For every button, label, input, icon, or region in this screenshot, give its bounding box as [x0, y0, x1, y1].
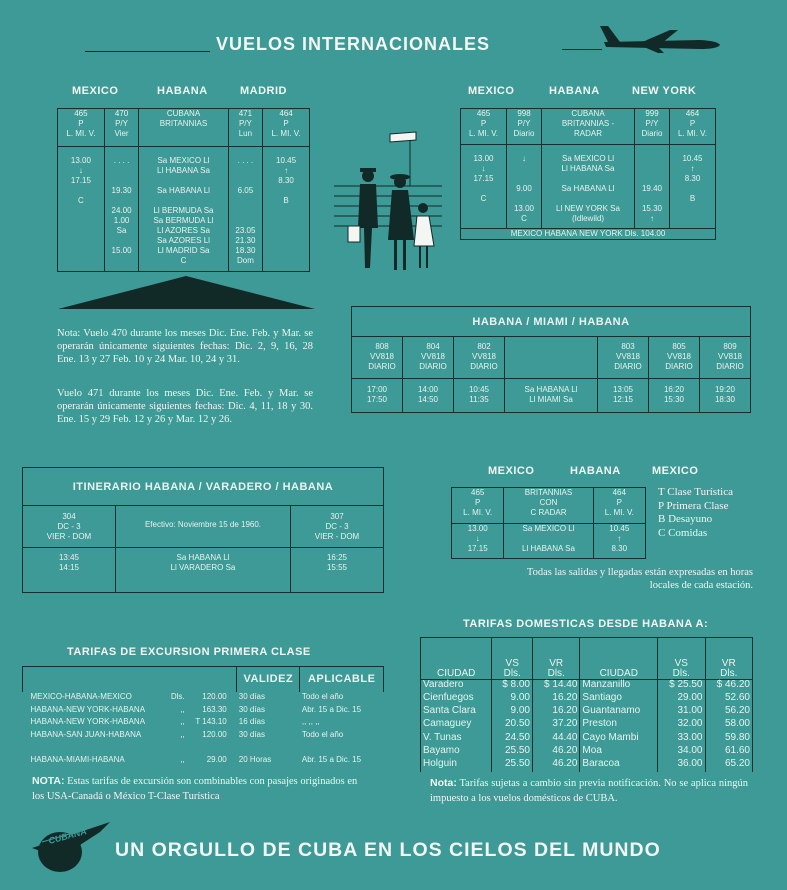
excursion-cell-val: 30 días	[238, 729, 265, 739]
legend-item: B Desayuno	[658, 513, 713, 525]
miami-head-808: 808 VV818 DIARIO	[352, 337, 403, 379]
mh-col-route: Sa MEXICO Ll Ll HABANA Sa	[504, 524, 593, 559]
note-vuelo-471: Vuelo 471 durante los meses Dic. Ene. Feb. y Mar. se operarán únicamente siguientes fechas: Dic. 4, 11, 18 y 30. Ene. 15 y 29 Feb. 12 y 26 y Mar. 12 y 26.	[57, 388, 313, 425]
t2-head-998: 998 P/Y Diario	[507, 109, 542, 145]
miami-time-803: 13:05 12:15	[598, 379, 649, 413]
excursion-row	[23, 705, 384, 718]
miami-time-802: 10:45 11:35	[454, 379, 505, 413]
excursion-row	[23, 717, 384, 730]
domestic-note	[430, 776, 748, 806]
excursion-title: TARIFAS DE EXCURSION PRIMERA CLASE	[67, 646, 311, 658]
t2-col-465: 13.00 ↓ 17.15 C	[461, 145, 507, 229]
t1-head-464: 464 P L. MI. V.	[263, 109, 310, 147]
domestic-fare: 9.00	[492, 706, 533, 719]
varadero-head-307: 307 DC - 3 VIER - DOM	[291, 506, 384, 548]
main-title: VUELOS INTERNACIONALES	[216, 34, 491, 54]
domestic-fare: 16.20	[533, 693, 580, 706]
mh-city-mexico: MEXICO	[488, 465, 535, 477]
airplane-icon	[600, 20, 722, 54]
domestic-fare: 25.50	[492, 746, 533, 759]
domestic-head: VS Dls.	[658, 638, 705, 680]
domestic-fare: $ 8.00	[492, 679, 533, 693]
t2-col-route: Sa MEXICO Ll Ll HABANA Sa Sa HABANA Ll Ll NEW YORK Sa (Idlewild)	[541, 145, 634, 229]
excursion-cell-price: 29.00	[206, 755, 227, 765]
t2-city-newyork: NEW YORK	[632, 85, 697, 97]
domestic-fare: 44.40	[533, 733, 580, 746]
domestic-head: VS Dls.	[492, 638, 533, 680]
excursion-cell-app: Abr. 15 a Dic. 15	[301, 704, 362, 714]
miami-time-808: 17:00 17:50	[352, 379, 403, 413]
domestic-city: V. Tunas	[421, 733, 492, 746]
miami-time-804: 14:00 14:50	[403, 379, 454, 413]
varadero-route: Sa HABANA Ll Ll VARADERO Sa	[116, 548, 291, 593]
t2-head-999: 999 P/Y Diario	[635, 109, 670, 145]
varadero-title: ITINERARIO HABANA / VARADERO / HABANA	[23, 468, 384, 506]
domestic-fare: $ 14.40	[533, 679, 580, 693]
t1-city-madrid: MADRID	[240, 85, 287, 97]
domestic-head: VR Dls.	[705, 638, 753, 680]
domestic-head: CIUDAD	[580, 638, 658, 680]
excursion-cell-cur: Dls.	[170, 691, 185, 701]
domestic-title: TARIFAS DOMESTICAS DESDE HABANA A:	[463, 618, 709, 630]
domestic-fare: 32.00	[658, 719, 705, 732]
t1-col-471: . . . . 6.05 23.05 21.30 18.30 Dom	[228, 147, 262, 272]
excursion-cell-route	[23, 743, 167, 756]
domestic-fare: $ 25.50	[658, 679, 705, 693]
excursion-cell-cur: ,,	[180, 717, 185, 727]
table-excursion	[22, 666, 384, 768]
t1-head-470: 470 P/Y Vier	[104, 109, 138, 147]
t2-head-cubana: CUBANA BRITANNIAS - RADAR	[541, 109, 634, 145]
varadero-time-right: 16:25 15:55	[291, 548, 384, 593]
header-rule-right	[562, 49, 602, 50]
miami-head-805: 805 VV818 DIARIO	[649, 337, 700, 379]
excursion-cell-cur: ,,	[180, 729, 185, 739]
mh-city-mexico-2: MEXICO	[652, 465, 699, 477]
t2-col-999: 19.40 15.30 ↑	[635, 145, 670, 229]
footer-slogan: UN ORGULLO DE CUBA EN LOS CIELOS DEL MUNDO	[115, 839, 661, 861]
t1-head-471: 471 P/Y Lun	[228, 109, 262, 147]
excursion-note-text: Estas tarifas de excursión son combinables con pasajes originados en los USA-Canadá o México T-Clase Turística	[32, 776, 358, 802]
domestic-row	[421, 759, 753, 772]
domestic-fare: 61.60	[705, 746, 753, 759]
legend-item: T Clase Turística	[658, 486, 733, 498]
excursion-cell-cur	[166, 743, 187, 756]
header-rule-left	[85, 51, 210, 52]
t1-col-470: . . . . 19.30 24.00 1.00 Sa 15.00	[104, 147, 138, 272]
domestic-city: Bayamo	[421, 746, 492, 759]
local-time-note: Todas las salidas y llegadas están expresadas en horas locales de cada estación.	[526, 567, 753, 591]
domestic-city: Holguin	[421, 759, 492, 772]
excursion-cell-val: 30 días	[238, 704, 265, 714]
t1-city-habana: HABANA	[157, 85, 208, 97]
domestic-fare: 46.20	[533, 759, 580, 772]
domestic-fare: 20.50	[492, 719, 533, 732]
excursion-cell-val: 30 días	[238, 691, 265, 701]
domestic-fare: 46.20	[533, 746, 580, 759]
domestic-city: Preston	[580, 719, 658, 732]
domestic-fare: 59.80	[705, 733, 753, 746]
table-mexico-habana-newyork	[460, 108, 716, 240]
t1-head-cubana: CUBANA BRITANNIAS	[139, 109, 228, 147]
domestic-city: Guantanamo	[580, 706, 658, 719]
excursion-row	[23, 743, 384, 756]
legend-item: P Primera Clase	[658, 499, 729, 512]
domestic-row	[421, 679, 753, 693]
mh-col-464: 10.45 ↑ 8.30	[593, 524, 645, 559]
domestic-fare: 52.60	[705, 693, 753, 706]
domestic-fare: 25.50	[492, 759, 533, 772]
excursion-cell-route: HABANA-NEW YORK-HABANA	[30, 704, 146, 714]
excursion-cell-app	[300, 743, 384, 756]
domestic-row	[421, 719, 753, 732]
domestic-city: Cayo Mambi	[580, 733, 658, 746]
excursion-cell-cur: ,,	[180, 704, 185, 714]
table-mexico-habana-mexico	[451, 487, 646, 559]
miami-route: Sa HABANA Ll Ll MIAMI Sa	[505, 379, 598, 413]
logo-text: CUBANA	[47, 826, 88, 846]
domestic-fare: 56.20	[705, 706, 753, 719]
excursion-cell-app: Abr. 15 a Dic. 15	[301, 755, 362, 765]
domestic-fare: 9.00	[492, 693, 533, 706]
excursion-cell-app: Todo el año	[301, 729, 344, 739]
t2-head-464: 464 P L. MI. V.	[669, 109, 715, 145]
mh-head-britannias: BRITANNIAS CON C RADAR	[504, 488, 593, 524]
t1-col-465: 13.00 ↓ 17.15 C	[58, 147, 105, 272]
domestic-fare: 34.00	[658, 746, 705, 759]
miami-time-805: 16:20 15:30	[649, 379, 700, 413]
t2-city-habana: HABANA	[549, 85, 600, 97]
domestic-city: Moa	[580, 746, 658, 759]
excursion-cell-app: ,, ,, ,,	[301, 717, 320, 727]
domestic-fare: $ 46.20	[705, 679, 753, 693]
excursion-cell-app: Todo el año	[301, 691, 344, 701]
varadero-effective: Efectivo: Noviembre 15 de 1960.	[116, 506, 291, 548]
domestic-fare: 65.20	[705, 759, 753, 772]
miami-title: HABANA / MIAMI / HABANA	[352, 307, 751, 337]
excursion-cell-price: 120.00	[202, 729, 227, 739]
excursion-cell-val: 16 días	[238, 717, 265, 727]
domestic-city: Santiago	[580, 693, 658, 706]
mh-city-habana: HABANA	[570, 465, 621, 477]
domestic-city: Manzanillo	[580, 679, 658, 693]
miami-head-802: 802 VV818 DIARIO	[454, 337, 505, 379]
domestic-city: Camaguey	[421, 719, 492, 732]
mh-head-465: 465 P L. MI. V.	[452, 488, 504, 524]
miami-head-804: 804 VV818 DIARIO	[403, 337, 454, 379]
t2-fare: MEXICO HABANA NEW YORK Dls. 104.00	[461, 228, 716, 239]
note-vuelo-470: Nota: Vuelo 470 durante los meses Dic. Ene. Feb. y Mar. se operarán únicamente siguientes fechas: Dic. 2, 9, 16, 28 Ene. 13 y 27 Feb. 10 y 24 Mar. 10, 24 y 31.	[57, 328, 313, 365]
domestic-fare: 58.00	[705, 719, 753, 732]
excursion-head-aplicable: APLICABLE	[300, 667, 384, 692]
table-domestic	[420, 637, 753, 772]
family-illustration	[330, 128, 450, 278]
domestic-city: Varadero	[421, 679, 492, 693]
varadero-head-304: 304 DC - 3 VIER - DOM	[23, 506, 116, 548]
domestic-fare: 31.00	[658, 706, 705, 719]
t1-col-464: 10.45 ↑ 8.30 B	[263, 147, 310, 272]
miami-head-803: 803 VV818 DIARIO	[598, 337, 649, 379]
legend	[658, 486, 733, 540]
miami-time-809: 19:20 18:30	[700, 379, 751, 413]
domestic-row	[421, 733, 753, 746]
domestic-head: VR Dls.	[533, 638, 580, 680]
excursion-cell-route: MEXICO-HABANA-MEXICO	[30, 691, 132, 701]
excursion-row	[23, 755, 384, 768]
table-habana-miami	[351, 306, 751, 413]
excursion-head-validez: VALIDEZ	[237, 667, 300, 692]
excursion-cell-price: 120.00	[202, 691, 227, 701]
excursion-cell-route: HABANA-SAN JUAN-HABANA	[30, 729, 142, 739]
excursion-row	[23, 730, 384, 743]
table-habana-varadero	[22, 467, 384, 593]
excursion-cell-cur: ,,	[180, 755, 185, 765]
excursion-note	[32, 774, 372, 804]
domestic-fare: 33.00	[658, 733, 705, 746]
t2-col-464: 10.45 ↑ 8.30 B	[669, 145, 715, 229]
excursion-cell-route: HABANA-MIAMI-HABANA	[30, 755, 125, 765]
varadero-time-left: 13:45 14:15	[23, 548, 116, 593]
domestic-fare: 24.50	[492, 733, 533, 746]
domestic-city: Cienfuegos	[421, 693, 492, 706]
excursion-cell-val: 20 Horas	[238, 755, 272, 765]
domestic-head: CIUDAD	[421, 638, 492, 680]
excursion-cell-route: HABANA-NEW YORK-HABANA	[30, 717, 146, 727]
domestic-note-text: Tarifas sujetas a cambio sin previa notificación. No se aplica ningún impuesto a los vuelos domésticos de CUBA.	[430, 778, 748, 804]
legend-item: C Comidas	[658, 526, 708, 539]
mh-head-464: 464 P L. MI. V.	[593, 488, 645, 524]
excursion-cell-price: T 143.10	[195, 717, 227, 727]
domestic-city: Santa Clara	[421, 706, 492, 719]
domestic-fare: 29.00	[658, 693, 705, 706]
t1-head-465: 465 P L. MI. V.	[58, 109, 105, 147]
t2-col-998: ↓ 9.00 13.00 C	[507, 145, 542, 229]
domestic-city: Baracoa	[580, 759, 658, 772]
miami-head-809: 809 VV818 DIARIO	[700, 337, 751, 379]
excursion-cell-price: 163.30	[202, 704, 227, 714]
t1-city-mexico: MEXICO	[72, 85, 119, 97]
domestic-note-label: Nota:	[430, 777, 457, 789]
t2-city-mexico: MEXICO	[468, 85, 515, 97]
domestic-header-row	[421, 638, 753, 680]
table-mexico-habana-madrid	[57, 108, 310, 272]
domestic-fare: 16.20	[533, 706, 580, 719]
excursion-cell-price	[187, 743, 237, 756]
domestic-fare: 36.00	[658, 759, 705, 772]
cubana-logo	[30, 818, 112, 878]
domestic-fare: 37.20	[533, 719, 580, 732]
excursion-note-label: NOTA:	[32, 775, 65, 787]
miami-head-route	[505, 337, 598, 379]
excursion-cell-val	[237, 743, 300, 756]
t2-head-465: 465 P L. MI. V.	[461, 109, 507, 145]
triangle-decoration	[58, 276, 315, 310]
mh-col-465: 13.00 ↓ 17.15	[452, 524, 504, 559]
domestic-row	[421, 746, 753, 759]
excursion-row	[23, 692, 384, 705]
t1-col-route: Sa MEXICO Ll Ll HABANA Sa Sa HABANA Ll Ll BERMUDA Sa Sa BERMUDA Ll Ll AZORES Sa Sa AZORES Ll Ll MADRID Sa C	[139, 147, 228, 272]
